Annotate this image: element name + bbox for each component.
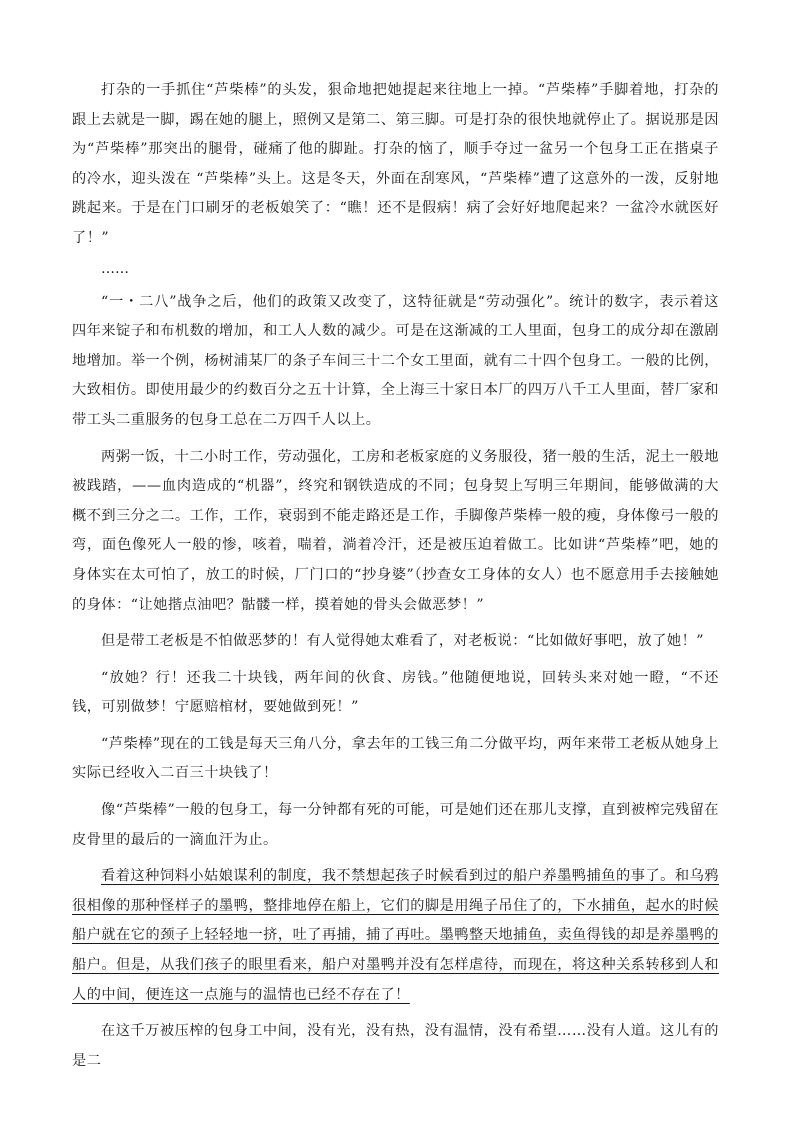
underlined-paragraph-8: 看着这种饲料小姑娘谋利的制度，我不禁想起孩子时候看到过的船户养墨鸭捕鱼的事了。和乌鸦很相像的那种怪样子的墨鸭，整排地停在船上，它们的脚是用绳子吊住了的，下水捕鱼，起水的时候船户就在它的颈子上轻轻地一挤，吐了再捕，捕了再吐。墨鸭整天地捕鱼，卖鱼得钱的却是养墨鸭的船户。但是，从我们孩子的眼里看来，船户对墨鸭并没有怎样虐待，而现在，将这种关系转移到人和人的中间，便连这一点施与的温情也已经不存在了！ xyxy=(72,868,719,1003)
ellipsis-mark: …… xyxy=(101,260,129,277)
paragraph-2: “一・二八”战争之后，他们的政策又改变了，这特征就是“劳动强化”。统计的数字，表示着这四年来锭子和布机数的增加，和工人人数的减少。可是在这渐减的工人里面，包身工的成分却在激剧地增加。举一个例，杨树浦某厂的条子车间三十二个女工里面，就有二十四个包身工。一般的比例，大致相仿。即使用最少的约数百分之五十计算，全上海三十家日本厂的四万八千工人里面，替厂家和带工头二重服务的包身工总在二万四千人以上。 xyxy=(72,293,719,428)
paragraph-1: 打杂的一手抓住“芦柴棒”的头发，狠命地把她提起来往地上一掉。“芦柴棒”手脚着地，打杂的跟上去就是一脚，踢在她的腿上，照例又是第二、第三脚。可是打杂的很快地就停止了。据说那是因为“芦柴棒”那突出的腿骨，碰痛了他的脚趾。打杂的恼了，顺手夺过一盆另一个包身工正在揩桌子的冷水，迎头泼在 “芦柴棒”头上。这是冬天，外面在刮寒风，“芦柴棒”遭了这意外的一泼，反射地跳起来。于是在门口刷牙的老板娘笑了：“瞧！还不是假病！病了会好好地爬起来？一盆冷水就医好了！” xyxy=(72,82,719,246)
paragraph-7: 像“芦柴棒”一般的包身工，每一分钟都有死的可能，可是她们还在那儿支撑，直到被榨完残留在皮骨里的最后的一滴血汗为止。 xyxy=(72,802,719,848)
paragraph-9: 在这千万被压榨的包身工中间，没有光，没有热，没有温情，没有希望……没有人道。这儿有的是二 xyxy=(72,1023,719,1069)
article-body xyxy=(72,76,719,1083)
paragraph-6: “芦柴棒”现在的工钱是每天三角八分，拿去年的工钱三角二分做平均，两年来带工老板从她身上实际已经收入二百三十块钱了！ xyxy=(72,735,719,782)
paragraph-3: 两粥一饭，十二小时工作，劳动强化，工房和老板家庭的义务服役，猪一般的生活，泥土一般地被践踏，——血肉造成的“机器”，终究和钢铁造成的不同；包身契上写明三年期间，能够做满的大概不到三分之二。工作，工作，衰弱到不能走路还是工作，手脚像芦柴棒一般的瘦，身体像弓一般的弯，面色像死人一般的惨，咳着，喘着，淌着冷汗，还是被压迫着做工。比如讲“芦柴棒”吧，她的身体实在太可怕了，放工的时候，厂门口的“抄身婆”（抄查女工身体的女人）也不愿意用手去接触她的身体：“让她揩点油吧？骷髅一样，摸着她的骨头会做恶梦！” xyxy=(72,448,719,613)
paragraph-4: 但是带工老板是不怕做恶梦的！有人觉得她太难看了，对老板说：“比如做好事吧，放了她！” xyxy=(101,633,705,650)
paragraph-5: “放她？行！还我二十块钱，两年间的伙食、房钱。”他随便地说，回转头来对她一瞪，“不还钱，可别做梦！宁愿赔棺材，要她做到死！” xyxy=(72,669,719,716)
